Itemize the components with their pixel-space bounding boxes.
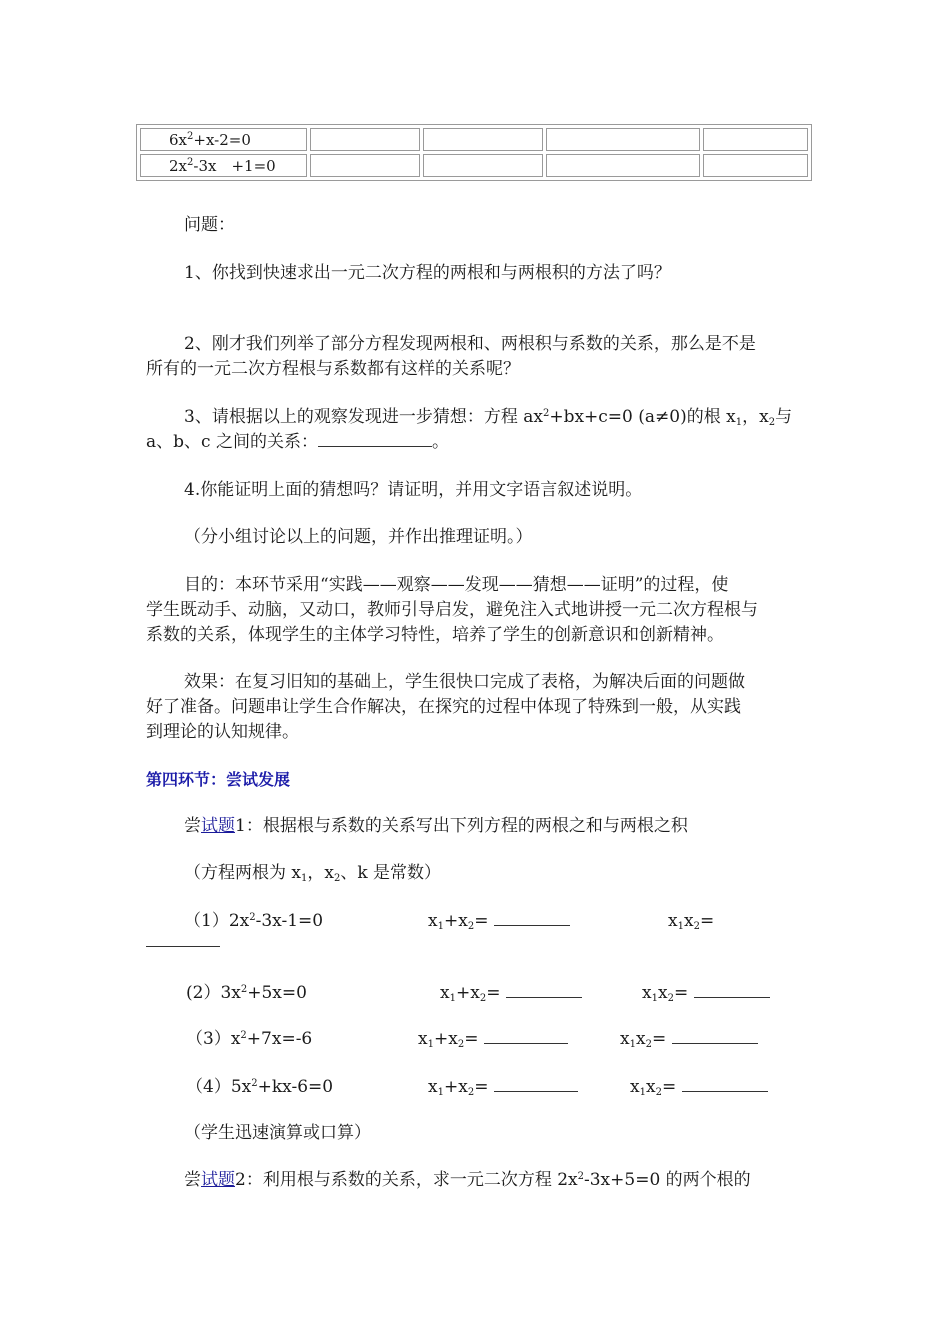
empty-cell bbox=[310, 154, 420, 177]
exercise-4 bbox=[186, 1076, 333, 1098]
question-3-line-2 bbox=[146, 431, 449, 453]
question-1: 1、你找到快速求出一元二次方程的两根和与两根积的方法了吗？ bbox=[184, 263, 671, 283]
effect-line-3: 到理论的认知规律。 bbox=[146, 722, 299, 742]
empty-cell bbox=[423, 154, 543, 177]
purpose-line-1: 目的：本环节采用“实践——观察——发现——猜想——证明”的过程，使 bbox=[184, 575, 729, 595]
exercise-4-sum bbox=[428, 1076, 578, 1098]
product-blank[interactable] bbox=[694, 983, 770, 998]
empty-cell bbox=[310, 128, 420, 151]
table-row bbox=[140, 128, 808, 151]
product-blank[interactable] bbox=[682, 1077, 768, 1092]
question-2-line-1: 2、刚才我们列举了部分方程发现两根和、两根积与系数的关系，那么是不是 bbox=[184, 334, 756, 354]
sum-blank[interactable] bbox=[506, 983, 582, 998]
try-prefix: 尝 bbox=[184, 816, 201, 836]
questions-title: 问题： bbox=[184, 215, 235, 235]
exercise-equation: $5x^2+kx-6=0$ bbox=[230, 1077, 334, 1097]
sum-blank[interactable] bbox=[484, 1029, 568, 1044]
student-note: （学生迅速演算或口算） bbox=[184, 1123, 371, 1143]
sum-label: $x_1+x_2=$ bbox=[440, 983, 501, 1004]
product-label: $x_1x_2=$ bbox=[642, 983, 689, 1004]
question-3-text: a、b、c 之间的关系： bbox=[146, 432, 318, 452]
sum-label: $x_1+x_2=$ bbox=[418, 1029, 479, 1050]
exercise-2-sum bbox=[440, 982, 582, 1004]
try-link[interactable]: 试题 bbox=[201, 1170, 235, 1190]
effect-line-1: 效果：在复习旧知的基础上，学生很快口完成了表格，为解决后面的问题做 bbox=[184, 672, 745, 692]
exercise-equation: $2x^2-3x-1=0$ bbox=[228, 911, 324, 931]
exercise-2-product bbox=[642, 982, 770, 1004]
section-heading: 第四环节：尝试发展 bbox=[146, 770, 291, 789]
product-label: $x_1x_2=$ bbox=[620, 1029, 667, 1050]
try-link[interactable]: 试题 bbox=[201, 816, 235, 836]
question-2-line-2: 所有的一元二次方程根与系数都有这样的关系呢？ bbox=[146, 359, 520, 379]
product-blank[interactable] bbox=[146, 946, 220, 947]
question-3-end: 。 bbox=[431, 432, 449, 452]
question-4: 4.你能证明上面的猜想吗？请证明，并用文字语言叙述说明。 bbox=[184, 480, 643, 500]
equation-cell bbox=[140, 154, 307, 177]
product-label: $x_1x_2=$ bbox=[630, 1077, 677, 1098]
empty-cell bbox=[703, 154, 808, 177]
sum-label: $x_1+x_2=$ bbox=[428, 1077, 489, 1098]
exercise-3-product bbox=[620, 1028, 758, 1050]
try-prefix: 尝 bbox=[184, 1170, 201, 1190]
equation-cell bbox=[140, 128, 307, 151]
exercise-number: （3） bbox=[186, 1029, 231, 1049]
group-note: （分小组讨论以上的问题，并作出推理证明。） bbox=[184, 527, 533, 547]
sum-blank[interactable] bbox=[494, 911, 570, 926]
product-blank[interactable] bbox=[672, 1029, 758, 1044]
empty-cell bbox=[423, 128, 543, 151]
empty-cell bbox=[546, 128, 700, 151]
exercise-number: (2） bbox=[186, 983, 221, 1003]
exercise-1-sum bbox=[428, 910, 570, 932]
answer-blank[interactable] bbox=[318, 432, 432, 447]
exercise-4-product bbox=[630, 1076, 768, 1098]
purpose-line-2: 学生既动手、动脑，又动口，教师引导启发，避免注入式地讲授一元二次方程根与 bbox=[146, 600, 758, 620]
sum-blank[interactable] bbox=[494, 1077, 578, 1092]
equation-text: $2x^2-3x$ +1=0 bbox=[169, 157, 276, 175]
try-1-note: （方程两根为 $x_1$，$x_2$、k 是常数） bbox=[184, 863, 442, 884]
exercise-number: （4） bbox=[186, 1077, 231, 1097]
try-question-2 bbox=[184, 1169, 751, 1191]
empty-cell bbox=[546, 154, 700, 177]
exercise-1-product: $x_1x_2=$ bbox=[668, 911, 715, 932]
exercise-1 bbox=[184, 910, 323, 932]
sum-label: $x_1+x_2=$ bbox=[428, 911, 489, 932]
try-text: 1：根据根与系数的关系写出下列方程的两根之和与两根之积 bbox=[235, 816, 688, 836]
purpose-line-3: 系数的关系，体现学生的主体学习特性，培养了学生的创新意识和创新精神。 bbox=[146, 625, 724, 645]
try-text: 2：利用根与系数的关系，求一元二次方程 $2x^2-3x+5=0$ 的两个根的 bbox=[235, 1170, 751, 1190]
table-row bbox=[140, 154, 808, 177]
exercise-number: （1） bbox=[184, 911, 229, 931]
exercise-equation: $3x^2+5x=0$ bbox=[220, 983, 307, 1003]
exercise-3 bbox=[186, 1028, 312, 1050]
effect-line-2: 好了准备。问题串让学生合作解决，在探究的过程中体现了特殊到一般，从实践 bbox=[146, 697, 741, 717]
try-question-1 bbox=[184, 815, 688, 837]
question-3-line-1: 3、请根据以上的观察发现进一步猜想：方程 $ax^2+bx+c=0$ (a≠0)的根 $x_1$，$x_2$与 bbox=[184, 407, 793, 428]
exercise-2 bbox=[186, 982, 307, 1004]
exercise-equation: $x^2+7x=-6$ bbox=[230, 1029, 313, 1049]
equation-text: $6x^2+x-2=0$ bbox=[169, 130, 251, 149]
exercise-3-sum bbox=[418, 1028, 568, 1050]
observation-table bbox=[136, 124, 812, 181]
empty-cell bbox=[703, 128, 808, 151]
